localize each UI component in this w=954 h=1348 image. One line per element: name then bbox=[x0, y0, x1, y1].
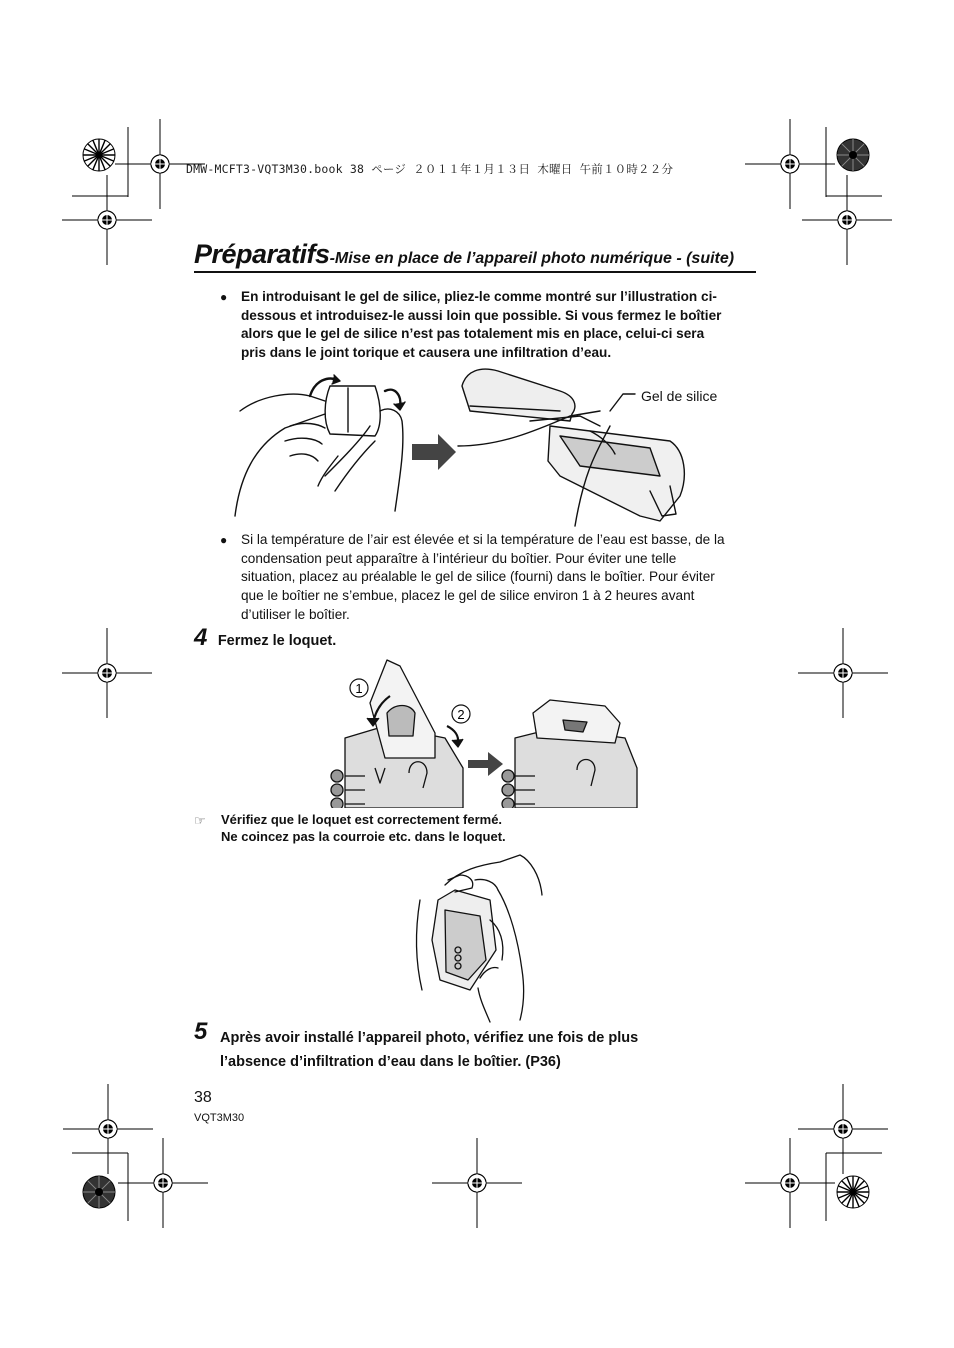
note bbox=[221, 812, 506, 845]
bullet-line: En introduisant le gel de silice, pliez-le comme montré sur l’illustration ci- bbox=[241, 289, 717, 304]
bullet-line: d’utiliser le boîtier. bbox=[241, 606, 350, 622]
bullet-icon: ● bbox=[220, 533, 228, 547]
step-4 bbox=[194, 624, 336, 652]
bullet-text bbox=[241, 288, 721, 363]
note-line-2: Ne coincez pas la courroie etc. dans le loquet. bbox=[221, 828, 506, 844]
bullet-line: dessous et introduisez-le aussi loin que possible. Si vous fermez le boîtier bbox=[241, 307, 722, 323]
marker-2-label: 2 bbox=[457, 707, 465, 722]
document-code: VQT3M30 bbox=[194, 1112, 245, 1124]
pointing-hand-icon: ☞ bbox=[194, 813, 206, 828]
step-text: Fermez le loquet. bbox=[217, 633, 337, 649]
step-5-line-2: l’absence d’infiltration d’eau dans le boîtier. (P36) bbox=[220, 1054, 561, 1070]
bullet-line: que le boîtier ne s’embue, placez le gel de silice environ 1 à 2 heures avant bbox=[241, 588, 695, 604]
marker-1-label: 1 bbox=[355, 681, 363, 696]
title-subtitle: -Mise en place de l’appareil photo numérique - (suite) bbox=[329, 250, 735, 267]
page-title bbox=[194, 239, 734, 270]
print-header: DMW-MCFT3-VQT3M30.book 38 ページ ２０１１年１月１３日 木曜日 午前１０時２２分 bbox=[186, 162, 674, 176]
step-5-text bbox=[220, 1026, 638, 1074]
step-5-number bbox=[194, 1018, 207, 1046]
page-number: 38 bbox=[194, 1089, 212, 1106]
bullet-text bbox=[241, 531, 725, 625]
bullet-icon: ● bbox=[220, 290, 228, 304]
latch-illustration bbox=[325, 658, 645, 808]
bullet-item-2 bbox=[220, 531, 760, 625]
bullet-line: pris dans le joint torique et causera une infiltration d’eau. bbox=[241, 345, 612, 361]
note-line-1: Vérifiez que le loquet est correctement fermé. bbox=[221, 812, 503, 827]
bullet-line: condensation peut apparaître à l’intérieur du boîtier. Pour éviter une telle bbox=[241, 550, 677, 566]
title-main: Préparatifs bbox=[194, 239, 330, 269]
title-rule bbox=[194, 271, 756, 273]
bullet-item-1 bbox=[220, 288, 760, 363]
hand-housing-illustration bbox=[410, 850, 550, 1025]
step-number: 4 bbox=[194, 624, 208, 651]
bullet-line: situation, placez au préalable le gel de silice (fourni) dans le boîtier. Pour éviter bbox=[241, 569, 715, 585]
step-number: 5 bbox=[194, 1018, 208, 1045]
step-5-line-1: Après avoir installé l’appareil photo, vérifiez une fois de plus bbox=[220, 1030, 639, 1046]
silica-gel-callout: Gel de silice bbox=[641, 388, 718, 404]
bullet-line: Si la température de l’air est élevée et si la température de l’eau est basse, de la bbox=[241, 532, 725, 547]
bullet-line: alors que le gel de silice n’est pas totalement mis en place, celui-ci sera bbox=[241, 326, 705, 342]
